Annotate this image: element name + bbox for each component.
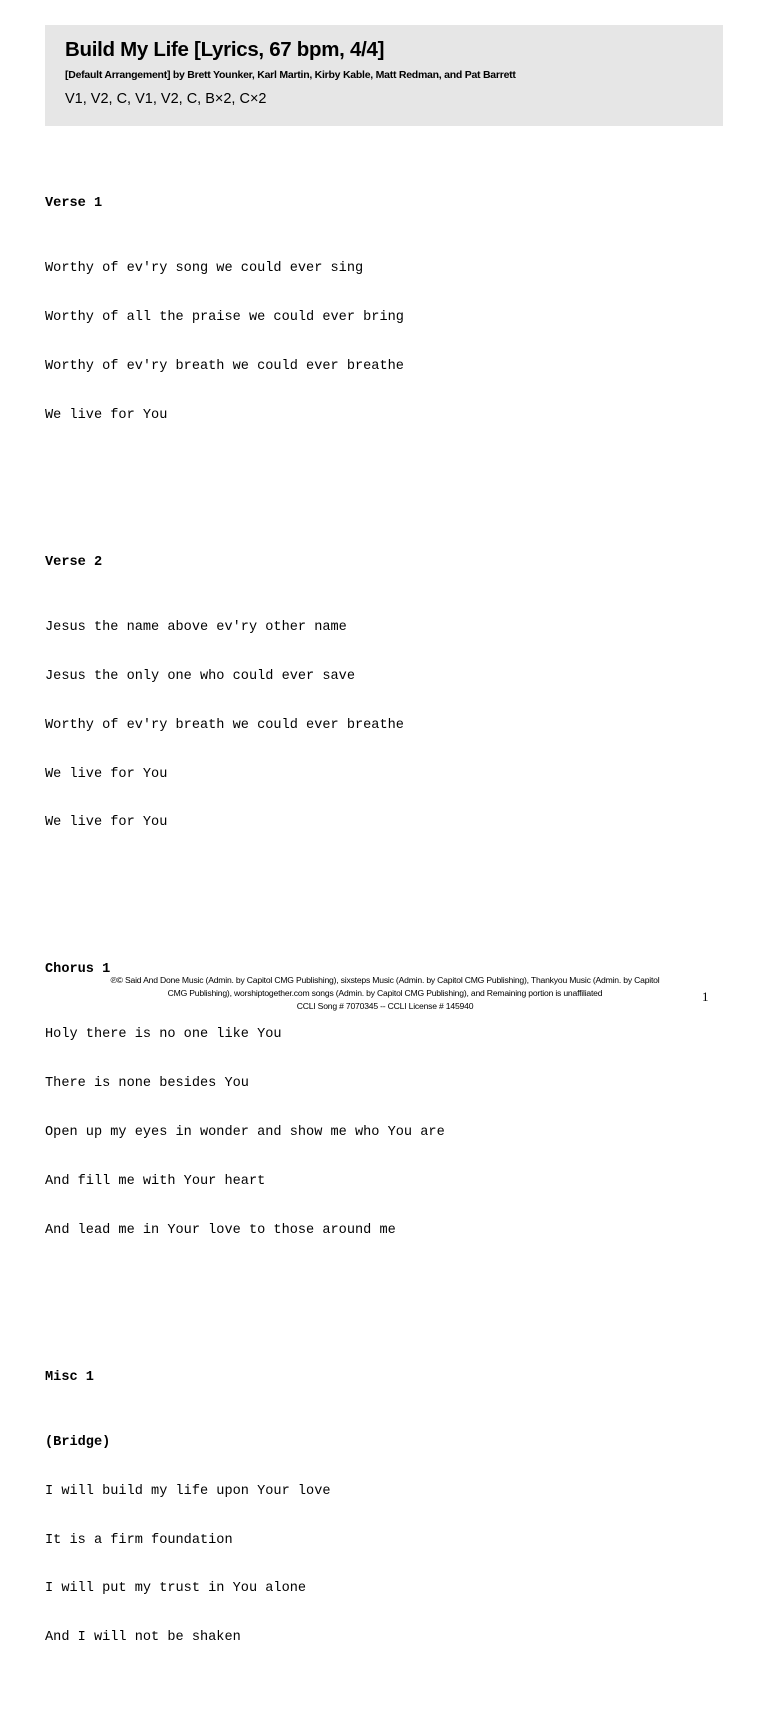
- lyric-line: Jesus the only one who could ever save: [45, 668, 355, 684]
- section-title: Verse 2: [45, 554, 103, 570]
- lyric-line: Worthy of ev'ry song we could ever sing: [45, 261, 364, 277]
- section-sublabel: (Bridge): [45, 1434, 111, 1450]
- lyric-line: I will put my trust in You alone: [45, 1581, 307, 1597]
- song-title: Build My Life [Lyrics, 67 bpm, 4/4]: [65, 38, 385, 61]
- copyright-footer: [40, 974, 730, 1013]
- copyright-line-1: ℗© Said And Done Music (Admin. by Capitol CMG Publishing), sixsteps Music (Admin. by Capitol CMG Publishing), Thankyou Music (Admin. by Capitol: [110, 975, 660, 985]
- song-credits: [Default Arrangement] by Brett Younker, Karl Martin, Kirby Kable, Matt Redman, and Pat Barrett: [65, 69, 516, 81]
- lyric-line: Worthy of ev'ry breath we could ever breathe: [45, 359, 404, 375]
- lyric-line: We live for You: [45, 815, 168, 831]
- copyright-line-2: CMG Publishing), worshiptogether.com songs (Admin. by Capitol CMG Publishing), and Remaining portion is unaffiliated: [167, 988, 603, 998]
- ccli-info: CCLI Song # 7070345 -- CCLI License # 145940: [296, 1001, 474, 1011]
- section-title: Verse 1: [45, 196, 103, 212]
- section-verse-2: [45, 522, 725, 864]
- lyric-line: It is a firm foundation: [45, 1532, 233, 1548]
- lyric-line: Open up my eyes in wonder and show me who You are: [45, 1125, 445, 1141]
- song-header: [45, 25, 723, 126]
- page-number: 1: [702, 989, 709, 1004]
- section-misc-1: [45, 1337, 725, 1679]
- lyric-line: We live for You: [45, 766, 168, 782]
- section-title: Misc 1: [45, 1369, 94, 1385]
- lyric-line: Jesus the name above ev'ry other name: [45, 619, 347, 635]
- lyric-line: Worthy of all the praise we could ever bring: [45, 310, 404, 326]
- lyric-line: I will build my life upon Your love: [45, 1483, 331, 1499]
- song-arrangement: V1, V2, C, V1, V2, C, B×2, C×2: [65, 91, 267, 107]
- lyrics-body: [45, 131, 725, 1712]
- lyric-line: And lead me in Your love to those around me: [45, 1222, 396, 1238]
- lyric-line: There is none besides You: [45, 1076, 249, 1092]
- section-verse-1: [45, 164, 725, 457]
- lyric-line: We live for You: [45, 408, 168, 424]
- lyric-line: And fill me with Your heart: [45, 1174, 266, 1189]
- lyric-line: Holy there is no one like You: [45, 1027, 282, 1043]
- section-title: Chorus 1: [45, 962, 111, 978]
- lyric-line: And I will not be shaken: [45, 1630, 241, 1646]
- lyric-line: Worthy of ev'ry breath we could ever breathe: [45, 717, 404, 733]
